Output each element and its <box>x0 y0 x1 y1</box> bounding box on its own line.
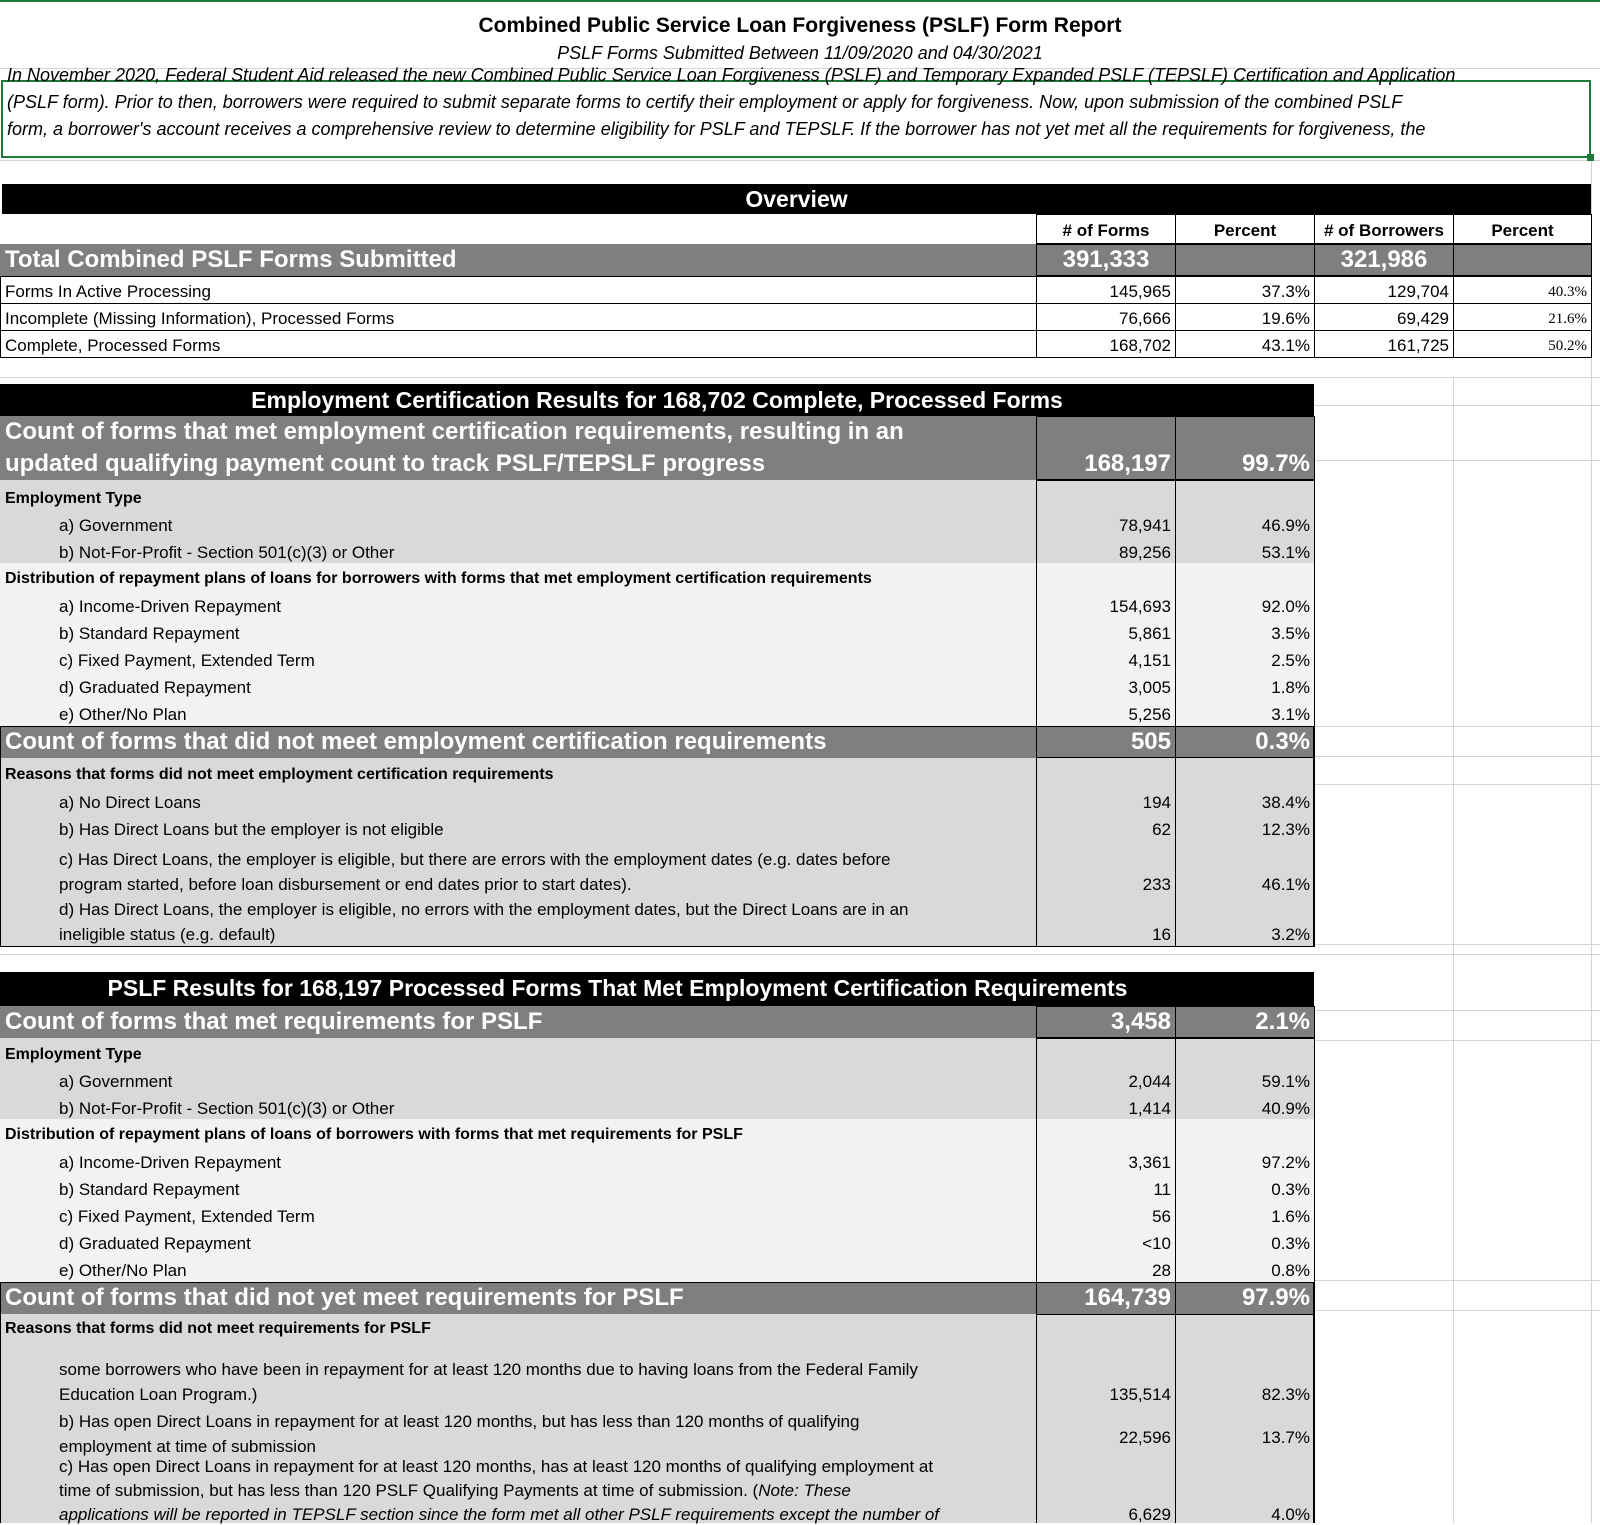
gridline <box>1314 756 1600 757</box>
gridline <box>1591 160 1592 1523</box>
pslf-notmet-count: 164,739 <box>1084 1284 1171 1311</box>
pslf-notmet-label: Count of forms that did not yet meet requirements for PSLF <box>5 1284 684 1311</box>
pslf-plan-count: 11 <box>1153 1180 1171 1199</box>
pslf-plan-pct: 0.3% <box>1271 1234 1310 1253</box>
pslf-reason-line <box>59 1481 851 1501</box>
total-forms-label: Total Combined PSLF Forms Submitted <box>5 246 457 273</box>
report-subtitle: PSLF Forms Submitted Between 11/09/2020 and 04/30/2021 <box>557 43 1043 63</box>
pslf-reason-line: c) Has open Direct Loans in repayment for at least 120 months, has at least 120 months of qualifying employment at <box>59 1457 934 1476</box>
emp-reason-pct: 38.4% <box>1261 793 1310 812</box>
gridline <box>1314 726 1600 727</box>
emp-type-count: 89,256 <box>1119 543 1171 562</box>
emp-notmet-count: 505 <box>1130 728 1171 755</box>
pslf-plan-label: b) Standard Repayment <box>59 1180 240 1199</box>
emp-dist-heading: Distribution of repayment plans of loans for borrowers with forms that met employment certification requirements <box>5 570 872 587</box>
emp-type-count: 78,941 <box>1119 516 1171 535</box>
pslf-reason-count: 6,629 <box>1128 1505 1171 1524</box>
emp-reason-line: c) Has Direct Loans, the employer is eligible, but there are errors with the employment dates (e.g. dates before <box>59 850 891 869</box>
emp-plan-count: 5,861 <box>1128 624 1171 643</box>
pslf-plan-count: 56 <box>1152 1207 1171 1226</box>
emp-notmet-label: Count of forms that did not meet employment certification requirements <box>5 728 827 755</box>
pslf-type-pct: 59.1% <box>1261 1072 1310 1091</box>
overview-row-forms: 76,666 <box>1119 309 1171 328</box>
emp-reason-line: d) Has Direct Loans, the employer is eligible, no errors with the employment dates, but the Direct Loans are in an <box>59 900 909 919</box>
emp-plan-pct: 3.1% <box>1271 705 1310 724</box>
overview-row-forms: 168,702 <box>1109 336 1171 355</box>
gridline <box>0 954 1600 955</box>
emp-reason-count: 194 <box>1142 793 1171 812</box>
emp-plan-count: 3,005 <box>1128 678 1171 697</box>
overview-row-bpct: 50.2% <box>1548 338 1587 354</box>
overview-row-label: Complete, Processed Forms <box>5 336 221 355</box>
emp-type-pct: 53.1% <box>1261 543 1310 562</box>
emp-reasons-heading: Reasons that forms did not meet employment certification requirements <box>5 766 554 783</box>
pslf-plan-label: a) Income-Driven Repayment <box>59 1153 282 1172</box>
emp-plan-count: 4,151 <box>1128 651 1171 670</box>
pslf-plan-count: 3,361 <box>1128 1153 1171 1172</box>
pslf-plan-count: 28 <box>1152 1261 1171 1280</box>
pslf-met-pct: 2.1% <box>1255 1008 1310 1035</box>
intro-text-line: (PSLF form). Prior to then, borrowers were required to submit separate forms to certify their employment or apply for forgiveness. Now, upon submission of the combined PSLF <box>7 92 1403 112</box>
emp-plan-label: b) Standard Repayment <box>59 624 240 643</box>
emp-met-label-line1: Count of forms that met employment certification requirements, resulting in an <box>5 418 904 445</box>
pslf-reason-count: 22,596 <box>1119 1428 1171 1447</box>
overview-row-borrowers: 161,725 <box>1387 336 1449 355</box>
pslf-met-count: 3,458 <box>1110 1008 1171 1035</box>
emp-reason-count: 16 <box>1152 925 1171 944</box>
emp-reason-line: a) No Direct Loans <box>59 793 201 812</box>
fill-handle[interactable] <box>1587 154 1594 161</box>
total-borrowers-count: 321,986 <box>1340 246 1428 273</box>
emp-plan-pct: 2.5% <box>1271 651 1310 670</box>
overview-row-borrowers: 69,429 <box>1397 309 1449 328</box>
pslf-reason-count: 135,514 <box>1109 1385 1171 1404</box>
pslf-reason-line: Education Loan Program.) <box>59 1385 258 1404</box>
report-title: Combined Public Service Loan Forgiveness (PSLF) Form Report <box>478 14 1122 37</box>
emp-reason-line: program started, before loan disbursement or end dates prior to start dates). <box>59 875 632 894</box>
col-header-percent-borrowers: Percent <box>1491 221 1554 240</box>
emp-reason-pct: 12.3% <box>1261 820 1310 839</box>
gridline <box>1314 1010 1600 1011</box>
emp-met-label-line2: updated qualifying payment count to track PSLF/TEPSLF progress <box>5 450 766 477</box>
overview-row-forms: 145,965 <box>1109 282 1171 301</box>
gridline <box>1453 378 1454 1523</box>
gridline <box>0 377 1600 378</box>
pslf-reasons-heading: Reasons that forms did not meet requirements for PSLF <box>5 1320 431 1337</box>
overview-row-bpct: 21.6% <box>1548 311 1587 327</box>
pslf-type-label: b) Not-For-Profit - Section 501(c)(3) or Other <box>59 1099 395 1118</box>
emp-plan-label: a) Income-Driven Repayment <box>59 597 282 616</box>
pslf-plan-pct: 0.8% <box>1271 1261 1310 1280</box>
emp-plan-pct: 3.5% <box>1271 624 1310 643</box>
overview-row-label: Forms In Active Processing <box>5 282 211 301</box>
active-cell-top-border <box>0 0 1600 2</box>
emp-plan-label: e) Other/No Plan <box>59 705 187 724</box>
emp-reason-line: ineligible status (e.g. default) <box>59 925 276 944</box>
gridline <box>1314 784 1600 785</box>
pslf-type-heading: Employment Type <box>5 1046 142 1063</box>
emp-plan-count: 5,256 <box>1128 705 1171 724</box>
emp-section-title: Employment Certification Results for 168,702 Complete, Processed Forms <box>251 387 1063 413</box>
pslf-plan-pct: 0.3% <box>1271 1180 1310 1199</box>
pslf-reason-line: some borrowers who have been in repayment for at least 120 months due to having loans from the Federal Family <box>59 1360 918 1379</box>
pslf-section-title: PSLF Results for 168,197 Processed Forms That Met Employment Certification Requirements <box>107 975 1128 1001</box>
gridline <box>1314 405 1600 406</box>
gridline <box>1314 460 1600 461</box>
pslf-reason-line: applications will be reported in TEPSLF section since the form met all other PSLF requirements except the number of <box>59 1505 940 1524</box>
pslf-reason-pct: 4.0% <box>1271 1505 1310 1524</box>
pslf-reason-pct: 82.3% <box>1261 1385 1310 1404</box>
col-header-percent: Percent <box>1213 221 1277 240</box>
gridline <box>1314 1040 1600 1041</box>
emp-met-count: 168,197 <box>1084 450 1171 477</box>
gridline <box>0 160 1600 161</box>
pslf-type-count: 2,044 <box>1128 1072 1171 1091</box>
overview-row-pct: 43.1% <box>1261 336 1310 355</box>
emp-plan-label: c) Fixed Payment, Extended Term <box>59 651 315 670</box>
pslf-reason-text: time of submission, but has less than 120 PSLF Qualifying Payments at time of submission. ( <box>59 1481 759 1500</box>
overview-row-label: Incomplete (Missing Information), Processed Forms <box>5 309 395 328</box>
pslf-plan-pct: 1.6% <box>1271 1207 1310 1226</box>
overview-row-bpct: 40.3% <box>1548 284 1587 300</box>
overview-row-pct: 19.6% <box>1261 309 1310 328</box>
gridline <box>1314 944 1600 945</box>
pslf-dist-heading: Distribution of repayment plans of loans of borrowers with forms that met requirements for PSLF <box>5 1126 743 1143</box>
pslf-type-pct: 40.9% <box>1261 1099 1310 1118</box>
emp-reason-count: 62 <box>1152 820 1171 839</box>
pslf-plan-label: c) Fixed Payment, Extended Term <box>59 1207 315 1226</box>
emp-reason-pct: 46.1% <box>1261 875 1310 894</box>
pslf-reason-note: Note: These <box>758 1481 851 1500</box>
emp-reason-count: 233 <box>1142 875 1171 894</box>
col-header-forms: # of Forms <box>1062 221 1150 240</box>
pslf-reason-line: b) Has open Direct Loans in repayment for at least 120 months, but has less than 120 months of qualifying <box>59 1412 860 1431</box>
pslf-notmet-pct: 97.9% <box>1241 1284 1310 1311</box>
emp-met-pct: 99.7% <box>1241 450 1310 477</box>
gridline <box>1314 1280 1600 1281</box>
emp-type-heading: Employment Type <box>5 490 142 507</box>
overview-title: Overview <box>745 186 848 212</box>
emp-plan-pct: 1.8% <box>1271 678 1310 697</box>
overview-row-borrowers: 129,704 <box>1387 282 1449 301</box>
pslf-met-label: Count of forms that met requirements for PSLF <box>5 1008 543 1035</box>
emp-plan-label: d) Graduated Repayment <box>59 678 251 697</box>
col-header-borrowers: # of Borrowers <box>1324 221 1444 240</box>
overview-row-pct: 37.3% <box>1261 282 1310 301</box>
emp-type-label: a) Government <box>59 516 173 535</box>
pslf-plan-label: e) Other/No Plan <box>59 1261 187 1280</box>
pslf-reason-line: employment at time of submission <box>59 1437 316 1456</box>
cell <box>1036 1314 1315 1315</box>
emp-type-pct: 46.9% <box>1261 516 1310 535</box>
emp-type-label: b) Not-For-Profit - Section 501(c)(3) or Other <box>59 543 395 562</box>
emp-plan-count: 154,693 <box>1109 597 1171 616</box>
total-forms-count: 391,333 <box>1062 246 1150 273</box>
emp-reason-line: b) Has Direct Loans but the employer is not eligible <box>59 820 444 839</box>
gridline <box>1314 1310 1600 1311</box>
intro-text-line: form, a borrower's account receives a comprehensive review to determine eligibility for PSLF and TEPSLF. If the borrower has not yet met all the requirements for forgiveness, the <box>7 119 1426 139</box>
intro-text-line: In November 2020, Federal Student Aid released the new Combined Public Service Loan Forgiveness (PSLF) and Temporary Expanded PSLF (TEPSLF) Certification and Application <box>7 65 1456 85</box>
cell <box>1175 244 1315 276</box>
emp-plan-pct: 92.0% <box>1261 597 1310 616</box>
intro-text-cell[interactable] <box>1 65 1591 158</box>
pslf-plan-label: d) Graduated Repayment <box>59 1234 251 1253</box>
pslf-reason-pct: 13.7% <box>1261 1428 1310 1447</box>
emp-notmet-pct: 0.3% <box>1255 728 1310 755</box>
cell <box>1453 244 1592 276</box>
pslf-type-label: a) Government <box>59 1072 173 1091</box>
emp-reason-pct: 3.2% <box>1271 925 1310 944</box>
pslf-plan-pct: 97.2% <box>1261 1153 1310 1172</box>
pslf-type-count: 1,414 <box>1128 1099 1171 1118</box>
pslf-plan-count: <10 <box>1142 1234 1171 1253</box>
